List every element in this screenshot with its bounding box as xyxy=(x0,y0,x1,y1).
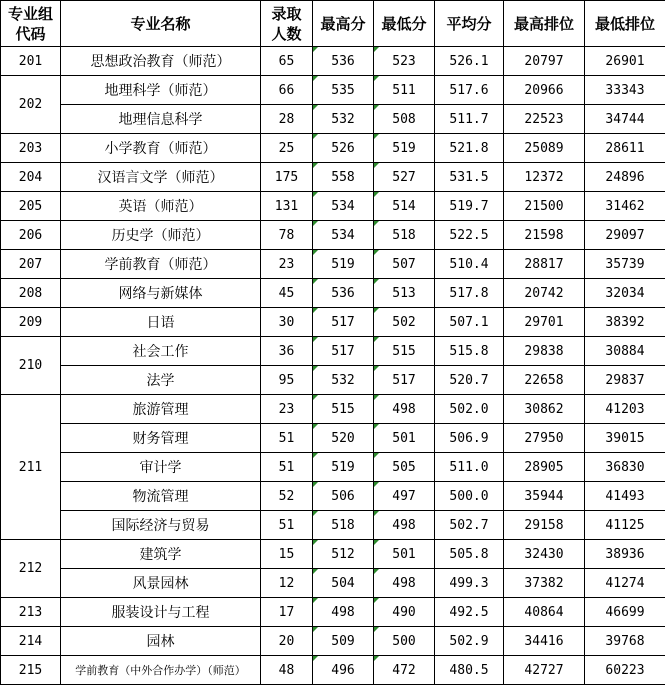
table-row xyxy=(1,105,665,134)
max-rank-cell: 22658 xyxy=(504,366,585,395)
avg-score-cell: 507.1 xyxy=(435,308,504,337)
min-rank-cell: 41493 xyxy=(585,482,665,511)
admitted-count-cell: 52 xyxy=(261,482,313,511)
major-name-cell: 汉语言文学（师范） xyxy=(61,163,261,192)
min-score-cell: 502 xyxy=(374,308,435,337)
header-min-score: 最低分 xyxy=(374,1,435,47)
table-row xyxy=(1,656,665,685)
max-score-cell: 498 xyxy=(313,598,374,627)
admitted-count-cell: 45 xyxy=(261,279,313,308)
avg-score-cell: 519.7 xyxy=(435,192,504,221)
group-code-cell: 211 xyxy=(1,395,61,540)
min-rank-cell: 39015 xyxy=(585,424,665,453)
max-score-cell: 519 xyxy=(313,250,374,279)
max-rank-cell: 40864 xyxy=(504,598,585,627)
min-score-cell: 500 xyxy=(374,627,435,656)
major-name-cell: 国际经济与贸易 xyxy=(61,511,261,540)
table-row xyxy=(1,337,665,366)
max-score-cell: 509 xyxy=(313,627,374,656)
max-rank-cell: 22523 xyxy=(504,105,585,134)
min-rank-cell: 39768 xyxy=(585,627,665,656)
max-rank-cell: 32430 xyxy=(504,540,585,569)
max-score-cell: 534 xyxy=(313,192,374,221)
min-rank-cell: 60223 xyxy=(585,656,665,685)
major-name-cell: 物流管理 xyxy=(61,482,261,511)
avg-score-cell: 502.0 xyxy=(435,395,504,424)
avg-score-cell: 502.7 xyxy=(435,511,504,540)
avg-score-cell: 492.5 xyxy=(435,598,504,627)
major-name-cell: 社会工作 xyxy=(61,337,261,366)
min-score-cell: 498 xyxy=(374,511,435,540)
min-rank-cell: 29837 xyxy=(585,366,665,395)
max-score-cell: 515 xyxy=(313,395,374,424)
max-score-cell: 532 xyxy=(313,366,374,395)
table-row xyxy=(1,395,665,424)
min-score-cell: 519 xyxy=(374,134,435,163)
major-name-cell: 历史学（师范） xyxy=(61,221,261,250)
table-row xyxy=(1,598,665,627)
min-score-cell: 497 xyxy=(374,482,435,511)
group-code-cell: 206 xyxy=(1,221,61,250)
min-score-cell: 511 xyxy=(374,76,435,105)
max-score-cell: 535 xyxy=(313,76,374,105)
min-score-cell: 515 xyxy=(374,337,435,366)
max-score-cell: 532 xyxy=(313,105,374,134)
min-score-cell: 508 xyxy=(374,105,435,134)
avg-score-cell: 517.6 xyxy=(435,76,504,105)
table-row xyxy=(1,308,665,337)
admitted-count-cell: 25 xyxy=(261,134,313,163)
admitted-count-cell: 51 xyxy=(261,453,313,482)
min-score-cell: 501 xyxy=(374,424,435,453)
table-row xyxy=(1,511,665,540)
major-name-cell: 财务管理 xyxy=(61,424,261,453)
min-rank-cell: 34744 xyxy=(585,105,665,134)
admitted-count-cell: 175 xyxy=(261,163,313,192)
max-rank-cell: 29838 xyxy=(504,337,585,366)
avg-score-cell: 500.0 xyxy=(435,482,504,511)
group-code-cell: 212 xyxy=(1,540,61,598)
min-score-cell: 490 xyxy=(374,598,435,627)
max-rank-cell: 35944 xyxy=(504,482,585,511)
avg-score-cell: 522.5 xyxy=(435,221,504,250)
table-row xyxy=(1,47,665,76)
min-score-cell: 513 xyxy=(374,279,435,308)
major-name-cell: 法学 xyxy=(61,366,261,395)
avg-score-cell: 480.5 xyxy=(435,656,504,685)
major-name-cell: 日语 xyxy=(61,308,261,337)
major-name-cell: 学前教育（中外合作办学）（师范） xyxy=(61,656,261,685)
min-rank-cell: 38392 xyxy=(585,308,665,337)
min-rank-cell: 41274 xyxy=(585,569,665,598)
major-name-cell: 地理信息科学 xyxy=(61,105,261,134)
table-row xyxy=(1,540,665,569)
admitted-count-cell: 131 xyxy=(261,192,313,221)
min-rank-cell: 36830 xyxy=(585,453,665,482)
major-name-cell: 地理科学（师范） xyxy=(61,76,261,105)
table-row xyxy=(1,424,665,453)
max-rank-cell: 20742 xyxy=(504,279,585,308)
major-name-cell: 旅游管理 xyxy=(61,395,261,424)
max-score-cell: 558 xyxy=(313,163,374,192)
avg-score-cell: 515.8 xyxy=(435,337,504,366)
major-name-cell: 建筑学 xyxy=(61,540,261,569)
admitted-count-cell: 28 xyxy=(261,105,313,134)
avg-score-cell: 526.1 xyxy=(435,47,504,76)
min-score-cell: 514 xyxy=(374,192,435,221)
min-score-cell: 505 xyxy=(374,453,435,482)
table-row xyxy=(1,627,665,656)
min-rank-cell: 32034 xyxy=(585,279,665,308)
max-score-cell: 520 xyxy=(313,424,374,453)
avg-score-cell: 511.7 xyxy=(435,105,504,134)
admitted-count-cell: 17 xyxy=(261,598,313,627)
max-score-cell: 518 xyxy=(313,511,374,540)
min-score-cell: 507 xyxy=(374,250,435,279)
min-rank-cell: 41125 xyxy=(585,511,665,540)
admitted-count-cell: 78 xyxy=(261,221,313,250)
max-score-cell: 517 xyxy=(313,308,374,337)
major-name-cell: 网络与新媒体 xyxy=(61,279,261,308)
group-code-cell: 209 xyxy=(1,308,61,337)
admitted-count-cell: 66 xyxy=(261,76,313,105)
group-code-cell: 213 xyxy=(1,598,61,627)
avg-score-cell: 499.3 xyxy=(435,569,504,598)
table-row xyxy=(1,569,665,598)
admitted-count-cell: 15 xyxy=(261,540,313,569)
min-rank-cell: 28611 xyxy=(585,134,665,163)
table-row xyxy=(1,221,665,250)
admitted-count-cell: 30 xyxy=(261,308,313,337)
header-max-score: 最高分 xyxy=(313,1,374,47)
group-code-cell: 214 xyxy=(1,627,61,656)
group-code-cell: 215 xyxy=(1,656,61,685)
max-rank-cell: 29701 xyxy=(504,308,585,337)
min-rank-cell: 29097 xyxy=(585,221,665,250)
min-rank-cell: 35739 xyxy=(585,250,665,279)
min-score-cell: 498 xyxy=(374,395,435,424)
max-rank-cell: 21500 xyxy=(504,192,585,221)
max-rank-cell: 21598 xyxy=(504,221,585,250)
max-rank-cell: 25089 xyxy=(504,134,585,163)
min-score-cell: 523 xyxy=(374,47,435,76)
major-name-cell: 思想政治教育（师范） xyxy=(61,47,261,76)
major-name-cell: 学前教育（师范） xyxy=(61,250,261,279)
group-code-cell: 202 xyxy=(1,76,61,134)
min-score-cell: 517 xyxy=(374,366,435,395)
min-rank-cell: 46699 xyxy=(585,598,665,627)
major-name-cell: 风景园林 xyxy=(61,569,261,598)
max-score-cell: 526 xyxy=(313,134,374,163)
max-rank-cell: 37382 xyxy=(504,569,585,598)
avg-score-cell: 506.9 xyxy=(435,424,504,453)
max-rank-cell: 29158 xyxy=(504,511,585,540)
min-rank-cell: 30884 xyxy=(585,337,665,366)
max-rank-cell: 20966 xyxy=(504,76,585,105)
max-score-cell: 506 xyxy=(313,482,374,511)
table-row xyxy=(1,482,665,511)
admitted-count-cell: 48 xyxy=(261,656,313,685)
header-min-rank: 最低排位 xyxy=(585,1,665,47)
min-rank-cell: 38936 xyxy=(585,540,665,569)
max-rank-cell: 20797 xyxy=(504,47,585,76)
max-score-cell: 519 xyxy=(313,453,374,482)
max-rank-cell: 42727 xyxy=(504,656,585,685)
major-name-cell: 园林 xyxy=(61,627,261,656)
table-row xyxy=(1,366,665,395)
avg-score-cell: 502.9 xyxy=(435,627,504,656)
group-code-cell: 210 xyxy=(1,337,61,395)
max-score-cell: 504 xyxy=(313,569,374,598)
admitted-count-cell: 20 xyxy=(261,627,313,656)
admitted-count-cell: 12 xyxy=(261,569,313,598)
max-score-cell: 496 xyxy=(313,656,374,685)
avg-score-cell: 517.8 xyxy=(435,279,504,308)
max-score-cell: 536 xyxy=(313,279,374,308)
major-name-cell: 服装设计与工程 xyxy=(61,598,261,627)
major-name-cell: 审计学 xyxy=(61,453,261,482)
admitted-count-cell: 36 xyxy=(261,337,313,366)
min-score-cell: 498 xyxy=(374,569,435,598)
min-rank-cell: 24896 xyxy=(585,163,665,192)
avg-score-cell: 511.0 xyxy=(435,453,504,482)
max-rank-cell: 30862 xyxy=(504,395,585,424)
group-code-cell: 205 xyxy=(1,192,61,221)
table-row xyxy=(1,163,665,192)
max-rank-cell: 28817 xyxy=(504,250,585,279)
min-rank-cell: 31462 xyxy=(585,192,665,221)
major-name-cell: 英语（师范） xyxy=(61,192,261,221)
avg-score-cell: 510.4 xyxy=(435,250,504,279)
admitted-count-cell: 23 xyxy=(261,250,313,279)
max-score-cell: 517 xyxy=(313,337,374,366)
group-code-cell: 201 xyxy=(1,47,61,76)
min-score-cell: 472 xyxy=(374,656,435,685)
group-code-cell: 204 xyxy=(1,163,61,192)
max-score-cell: 512 xyxy=(313,540,374,569)
avg-score-cell: 505.8 xyxy=(435,540,504,569)
admitted-count-cell: 95 xyxy=(261,366,313,395)
admitted-count-cell: 51 xyxy=(261,511,313,540)
table-header-row xyxy=(1,1,665,47)
min-rank-cell: 26901 xyxy=(585,47,665,76)
min-rank-cell: 41203 xyxy=(585,395,665,424)
table-row xyxy=(1,279,665,308)
table-body xyxy=(1,47,665,685)
max-score-cell: 536 xyxy=(313,47,374,76)
max-score-cell: 534 xyxy=(313,221,374,250)
max-rank-cell: 34416 xyxy=(504,627,585,656)
min-score-cell: 501 xyxy=(374,540,435,569)
table-row xyxy=(1,192,665,221)
admitted-count-cell: 65 xyxy=(261,47,313,76)
header-group-code: 专业组 代码 xyxy=(1,1,61,47)
header-avg-score: 平均分 xyxy=(435,1,504,47)
max-rank-cell: 12372 xyxy=(504,163,585,192)
min-score-cell: 518 xyxy=(374,221,435,250)
table-row xyxy=(1,134,665,163)
admitted-count-cell: 23 xyxy=(261,395,313,424)
major-name-cell: 小学教育（师范） xyxy=(61,134,261,163)
group-code-cell: 207 xyxy=(1,250,61,279)
min-score-cell: 527 xyxy=(374,163,435,192)
max-rank-cell: 27950 xyxy=(504,424,585,453)
group-code-cell: 203 xyxy=(1,134,61,163)
header-max-rank: 最高排位 xyxy=(504,1,585,47)
group-code-cell: 208 xyxy=(1,279,61,308)
max-rank-cell: 28905 xyxy=(504,453,585,482)
avg-score-cell: 531.5 xyxy=(435,163,504,192)
header-major-name: 专业名称 xyxy=(61,1,261,47)
header-admitted-count: 录取 人数 xyxy=(261,1,313,47)
table-row xyxy=(1,453,665,482)
avg-score-cell: 520.7 xyxy=(435,366,504,395)
admitted-count-cell: 51 xyxy=(261,424,313,453)
table-row xyxy=(1,250,665,279)
min-rank-cell: 33343 xyxy=(585,76,665,105)
avg-score-cell: 521.8 xyxy=(435,134,504,163)
table-row xyxy=(1,76,665,105)
